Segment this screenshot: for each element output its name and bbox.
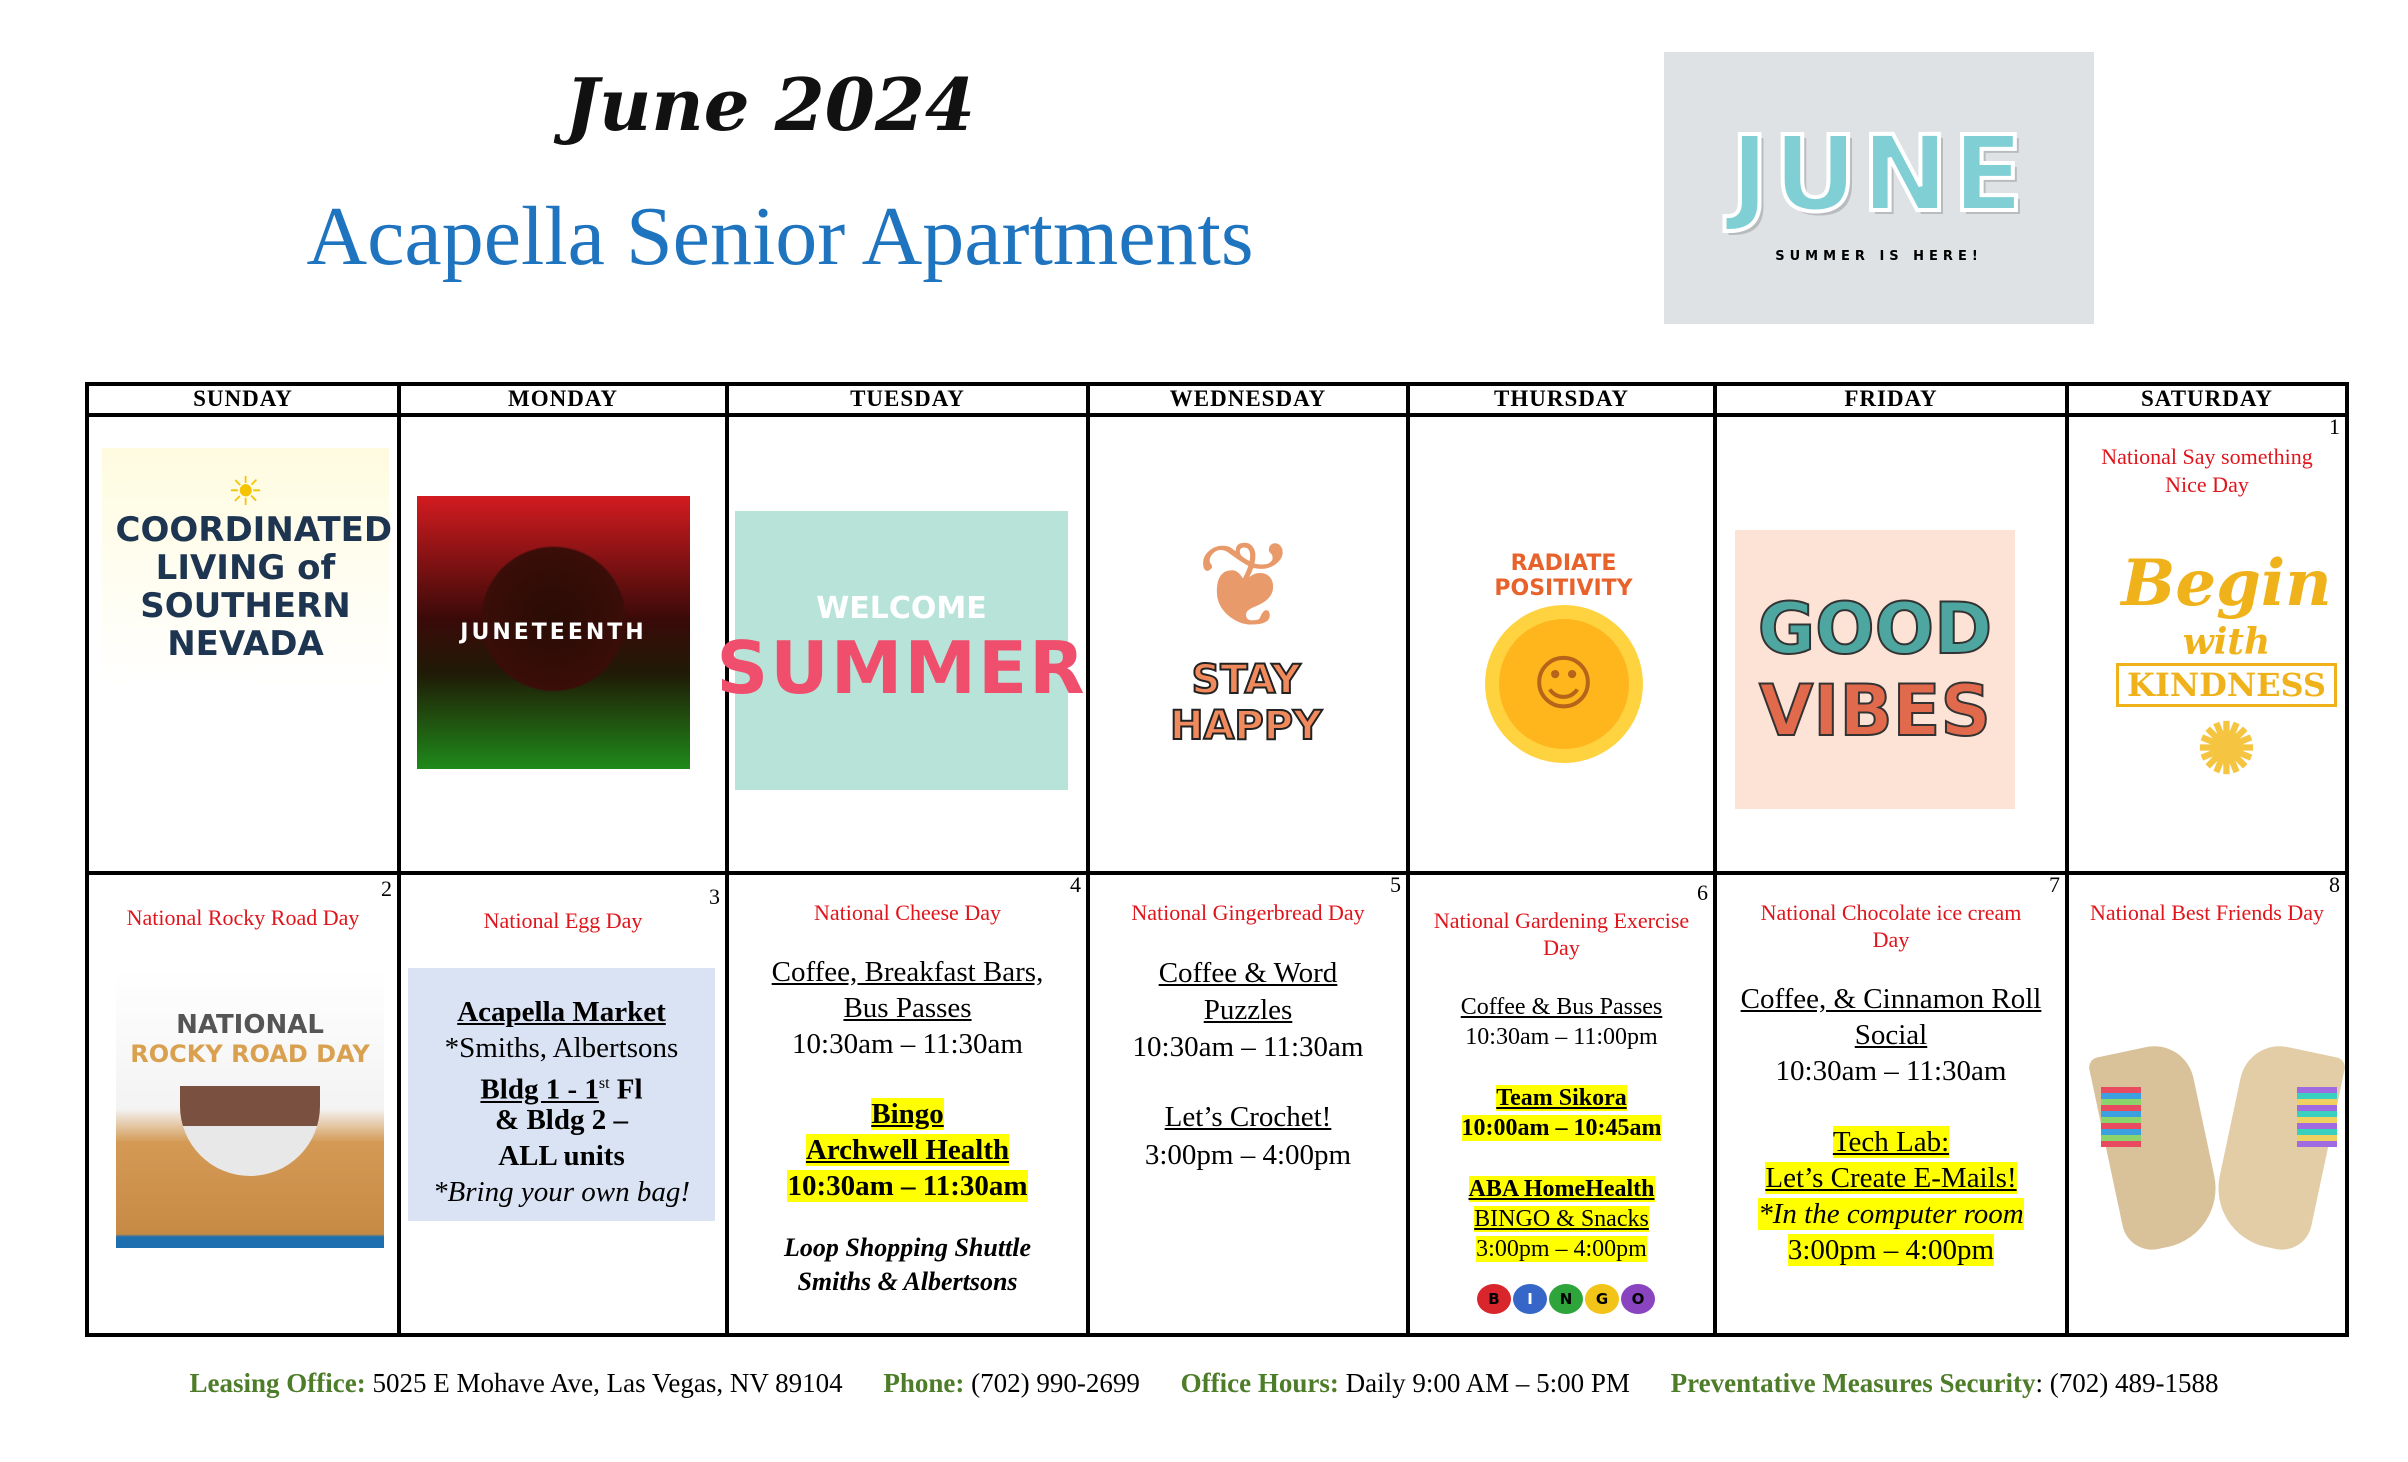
event-title: Loop Shopping Shuttle (783, 1233, 1032, 1262)
best-friends-hands-image (2097, 1027, 2341, 1266)
day-number: 4 (1070, 872, 1081, 897)
good-vibes-image (1735, 530, 2015, 809)
weekday-wednesday: WEDNESDAY (1087, 383, 1409, 416)
phone-label: Phone: (883, 1368, 965, 1398)
event-time: 10:30am – 11:30am (792, 1028, 1023, 1060)
day-cell-empty (1714, 414, 2068, 874)
leasing-office-label: Leasing Office: (189, 1368, 366, 1398)
sun-icon: ☀ (227, 468, 264, 515)
team-sikora-label: Team Sikora (1496, 1085, 1627, 1111)
security-label: Preventative Measures Security (1670, 1368, 2036, 1398)
observance-label: Day (1543, 935, 1580, 960)
radiate-text: RADIATE POSITIVITY (1494, 551, 1633, 601)
coordinated-living-logo (102, 448, 393, 687)
day-cell-empty (398, 414, 728, 874)
event-title: Coffee & Word (1158, 957, 1338, 989)
computer-room-label: *In the computer room (1758, 1198, 2024, 1230)
rocky-road-text: ROCKY ROAD DAY (130, 1040, 370, 1068)
event-title: Puzzles (1203, 994, 1293, 1026)
event-time (1714, 1232, 2068, 1268)
welcome-text: WELCOME (816, 591, 987, 626)
event-time (726, 1168, 1089, 1204)
event-title: Social (1854, 1019, 1928, 1051)
leasing-office-address: 5025 E Mohave Ave, Las Vegas, NV 89104 (372, 1368, 843, 1398)
weekday-thursday: THURSDAY (1407, 383, 1716, 416)
office-hours-value: Daily 9:00 AM – 5:00 PM (1345, 1368, 1630, 1398)
day-cell-monday-3 (398, 872, 728, 1336)
kindness-text: KINDNESS (2116, 663, 2337, 707)
bracelets-icon (2297, 1087, 2337, 1147)
radiate-positivity-image (1444, 548, 1683, 752)
event-title (726, 1096, 1089, 1132)
event-detail (1407, 1204, 1716, 1234)
observance-label: Nice Day (2165, 472, 2249, 497)
day-cell-tuesday-4 (726, 872, 1089, 1336)
rocky-road-image (116, 970, 384, 1248)
event-title (1407, 1083, 1716, 1113)
event-title (1407, 1174, 1716, 1204)
day-number: 1 (2329, 414, 2340, 439)
day-cell-saturday-1 (2066, 414, 2348, 874)
bingo-balls-image (1461, 1284, 1671, 1316)
vibes-text: VIBES (1759, 669, 1991, 752)
day-number: 3 (709, 884, 720, 909)
weekday-monday: MONDAY (398, 383, 728, 416)
day-number: 7 (2049, 872, 2060, 897)
weekday-saturday: SATURDAY (2066, 383, 2348, 416)
security-phone: : (702) 489-1588 (2035, 1368, 2219, 1398)
bingo-ball-icon: O (1621, 1284, 1655, 1314)
phone-number: (702) 990-2699 (971, 1368, 1140, 1398)
event-detail: ALL units (498, 1140, 625, 1172)
good-text: GOOD (1757, 587, 1993, 670)
time-label: 10:30am – 11:30am (787, 1170, 1028, 1202)
event-time (1407, 1113, 1716, 1143)
archwell-label: Archwell Health (805, 1134, 1010, 1166)
event-time: 10:30am – 11:30am (1775, 1055, 2007, 1087)
begin-text: Begin (2121, 545, 2332, 621)
time-label: 3:00pm – 4:00pm (1787, 1234, 1995, 1266)
day-cell-sunday-2 (86, 872, 400, 1336)
juneteenth-image: JUNETEENTH (417, 496, 690, 769)
property-name: Acapella Senior Apartments (306, 190, 1254, 283)
day-cell-empty (1407, 414, 1716, 874)
event-title (1714, 1124, 2068, 1160)
with-text: with (2182, 620, 2271, 663)
event-detail: & Bldg 2 – (495, 1104, 628, 1136)
day-cell-empty (1087, 414, 1409, 874)
event-detail: *Smiths, Albertsons (444, 1032, 679, 1064)
ice-cream-bowl-icon (180, 1086, 320, 1176)
logo-text: COORDINATED LIVING of SOUTHERN NEVADA (115, 509, 393, 664)
day-cell-saturday-8 (2066, 872, 2348, 1336)
stay-happy-text: STAY HAPPY (1169, 657, 1323, 749)
day-cell-thursday-6 (1407, 872, 1716, 1336)
bingo-label: Bingo (871, 1098, 944, 1130)
tech-lab-label: Tech Lab: (1832, 1126, 1950, 1158)
event-time: 10:30am – 11:30am (1132, 1031, 1364, 1063)
stay-happy-image (1109, 514, 1383, 752)
june-banner-word: JUNE (1730, 112, 2028, 235)
day-number: 6 (1697, 880, 1708, 905)
observance-label: Day (1872, 927, 1910, 952)
observance-label: National Rocky Road Day (126, 905, 360, 930)
day-cell-empty (86, 414, 400, 874)
event-title: Acapella Market (457, 996, 666, 1028)
event-time (1407, 1234, 1716, 1264)
event-title: Coffee, Breakfast Bars, (771, 956, 1044, 988)
email-label: Let’s Create E-Mails! (1765, 1162, 2017, 1194)
rocky-road-text: NATIONAL (176, 1010, 324, 1040)
event-title: Bus Passes (843, 992, 972, 1024)
weekday-friday: FRIDAY (1714, 383, 2068, 416)
event-time: 10:30am – 11:00pm (1465, 1024, 1658, 1050)
day-number: 2 (381, 876, 392, 901)
weekday-tuesday: TUESDAY (726, 383, 1089, 416)
month-title: June 2024 (564, 62, 976, 147)
welcome-summer-image (716, 511, 1087, 790)
acapella-market-box (408, 968, 715, 1221)
butterfly-icon: ❦ (1195, 517, 1297, 656)
observance-label: National Best Friends Day (2089, 900, 2325, 925)
day-cell-wednesday-5 (1087, 872, 1409, 1336)
time-label: 10:00am – 10:45am (1461, 1115, 1662, 1141)
begin-with-kindness-image (2106, 514, 2347, 821)
bldg1-text: Bldg 1 - 1 (480, 1073, 599, 1106)
june-banner-image (1664, 52, 2094, 324)
observance-label: National Chocolate ice cream (1760, 900, 2022, 925)
day-cell-empty (716, 414, 1089, 874)
observance-label: National Egg Day (483, 908, 643, 933)
day-number: 8 (2329, 872, 2340, 897)
aba-label: ABA HomeHealth (1468, 1176, 1655, 1202)
event-title: Coffee, & Cinnamon Roll (1740, 983, 2042, 1015)
bingo-ball-icon: I (1513, 1284, 1547, 1314)
bingo-ball-icon: N (1549, 1284, 1583, 1314)
time-label: 3:00pm – 4:00pm (1476, 1236, 1647, 1262)
observance-label: National Gingerbread Day (1131, 900, 1365, 925)
event-note (1714, 1196, 2068, 1232)
hand-right-icon (2207, 1039, 2346, 1255)
bldg1-end: Fl (609, 1073, 643, 1106)
weekday-sunday: SUNDAY (86, 383, 400, 416)
day-cell-friday-7 (1714, 872, 2068, 1336)
bingo-ball-icon: G (1585, 1284, 1619, 1314)
event-title (726, 1132, 1089, 1168)
june-banner-tagline: SUMMER IS HERE! (1775, 248, 1983, 264)
observance-label: National Say something (2101, 444, 2313, 469)
summer-text: SUMMER (716, 626, 1087, 710)
footer-contact-info (0, 1368, 2408, 1399)
observance-label: National Cheese Day (814, 900, 1001, 925)
event-detail: Smiths & Albertsons (797, 1267, 1018, 1296)
bingo-snacks-label: BINGO & Snacks (1474, 1206, 1649, 1232)
event-time: 3:00pm – 4:00pm (1144, 1139, 1352, 1171)
bingo-ball-icon: B (1477, 1284, 1511, 1314)
event-title (1714, 1160, 2068, 1196)
bracelets-icon (2101, 1087, 2141, 1147)
hand-left-icon (2087, 1039, 2226, 1255)
sunflower-icon: ✺ (2197, 706, 2256, 790)
event-title: Coffee & Bus Passes (1460, 994, 1663, 1020)
event-title: Let’s Crochet! (1164, 1101, 1332, 1133)
event-note: *Bring your own bag! (433, 1176, 690, 1208)
day-number: 5 (1390, 872, 1401, 897)
bldg1-sup: st (598, 1075, 610, 1092)
office-hours-label: Office Hours: (1180, 1368, 1339, 1398)
observance-label: National Gardening Exercise (1433, 908, 1690, 933)
smiling-sun-icon: ☺ (1499, 619, 1629, 749)
